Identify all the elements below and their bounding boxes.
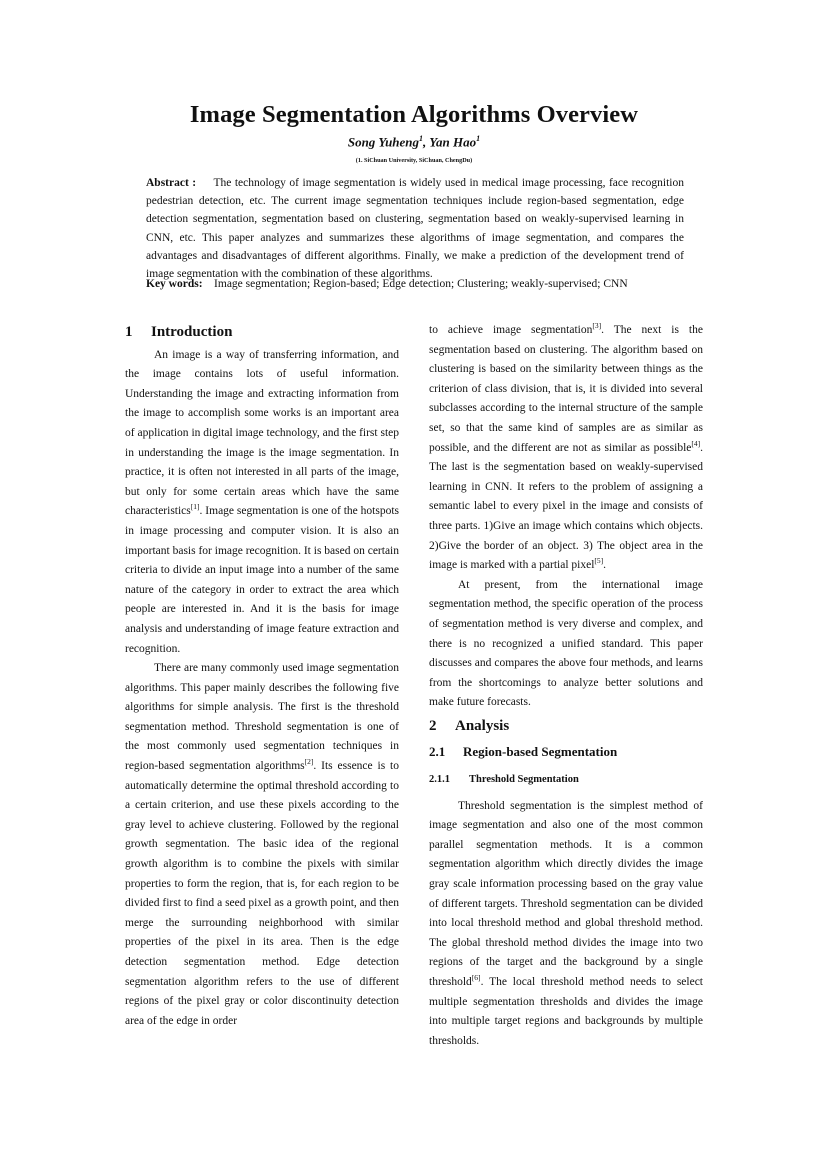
section-title: Analysis [455,717,510,734]
paragraph-text: . Its essence is to automatically determine the optimal threshold according to a certain criterion, and use these pixels according to the gray level to achieve clustering. Followed by the regional growth segmentation. The basic idea of the regional growth algorithm is to combine the pixels with similar properties to form the region, that is, for each region to be divided first to find a seed pixel as a growth point, and then merge the surrounding neighborhood with similar properties of the pixel in its area. Then is the edge detection segmentation method. Edge detection segmentation algorithm refers to the use of different regions of the pixel gray or color discontinuity detection area of the edge in order [125,760,400,1027]
citation: [3] [592,321,602,331]
citation: [5] [594,556,604,566]
citation: [4] [691,438,701,448]
author-name: Song Yuheng [347,134,420,150]
section-number: 2 [429,717,437,734]
left-column [125,323,399,1031]
paragraph-text: . Image segmentation is one of the hotspots in image processing and computer vision. It is also an important basis for image recognition. It is based on certain criteria to divide an input image into a number of the same nature of the category in order to extract the area which people are interested in. And it is the basis for image analysis and understanding of image feature extraction and recognition. [125,505,400,655]
paragraph-text: . The local threshold method needs to select multiple segmentation thresholds and divides the image into multiple target regions and backgrounds by multiple thresholds. [429,976,703,1047]
paragraph-text: Threshold segmentation is the simplest method of image segmentation and also one of the most common parallel segmentation methods. It is a common segmentation algorithm which directly divides the image gray scale information processing based on the gray value of different targets. Threshold segmentation can be divided into local threshold method and global threshold method. The global threshold method divides the image into two regions of the target and the background by a single threshold [429,799,703,988]
body-paragraph [429,576,703,713]
abstract [146,174,684,283]
author-name: Yan Hao [429,134,477,150]
keywords-label: Key words: [146,278,203,290]
section-number: 1 [125,324,133,340]
paragraph-text: . The last is the segmentation based on weakly-supervised learning in CNN. It refers to the problem of assigning a semantic label to every pixel in the image and consists of three parts. 1)Give an image which contains which objects. 2)Give the border of an object. 3) The object area in the image is marked with a partial pixel [429,441,703,572]
body-paragraph [429,321,703,576]
subsubsection-heading [429,770,703,790]
author-line [0,134,828,150]
citation: [2] [304,757,314,767]
subsection-title: Region-based Segmentation [463,744,618,760]
affiliation: (1. SiChuan University, SiChuan, ChengDu) [355,157,473,164]
paragraph-text: An image is a way of transferring information, and the image contains lots of useful information. Understanding the image and extracting information from the image to accomplish some works is an important area of application in digital image technology, and the first step in understanding the image is the image segmentation. In practice, it is often not interested in all parts of the image, but only for some certain areas which have the same characteristics [125,348,399,518]
paragraph-text: At present, from the international image segmentation method, the specific operation of the process of segmentation method is very diverse and complex, and there is no recognized a unified standard. This paper discusses and compares the above four methods, and learns from the shortcomings to analyze better solutions and make future forecasts. [429,578,703,709]
body-paragraph [125,659,399,1031]
subsection-number: 2.1 [429,744,446,760]
section-heading [125,323,399,343]
abstract-label: Abstract : [146,177,197,189]
keywords [146,275,706,293]
author-separator: , [423,134,430,150]
citation: [1] [190,502,200,512]
keywords-text: Image segmentation; Region-based; Edge detection; Clustering; weakly-supervised; CNN [214,278,628,290]
paragraph-text: . [603,559,607,572]
section-title: Introduction [151,324,233,340]
affiliation-marker: 1 [419,134,424,143]
body-paragraph [125,346,399,660]
right-column [429,321,703,1051]
paragraph-text: There are many commonly used image segmentation algorithms. This paper mainly describes the following five algorithms for simple analysis. The first is the threshold segmentation method. Threshold segmentation is one of the most commonly used segmentation techniques in region-based segmentation algorithms [125,662,399,773]
subsection-heading [429,742,703,762]
abstract-text: The technology of image segmentation is widely used in medical image processing, face recognition pedestrian detection, etc. The current image segmentation techniques include region-based segmentation, edge detection segmentation, segmentation based on clustering, segmentation based on weakly-supervised learning in CNN, etc. This paper analyzes and summarizes these algorithms of image segmentation, and compares the advantages and disadvantages of different algorithms. Finally, we make a prediction of the development trend of image segmentation with the combination of these algorithms. [146,177,684,281]
paper-title: Image Segmentation Algorithms Overview [189,101,639,128]
section-heading [429,717,703,737]
body-paragraph [429,797,703,1052]
paragraph-text: . The next is the segmentation based on clustering. The algorithm based on clustering is based on the similarity between things as the criterion of class division, that is, it is divided into several subclasses according to the internal structure of the sample set, so that the same kind of samples are as similar as possible, and the different are not as similar as possible [429,324,703,454]
affiliation-marker: 1 [476,134,481,143]
subsubsection-number: 2.1.1 [429,774,450,786]
paragraph-text: to achieve image segmentation [429,324,593,336]
citation: [6] [471,973,481,983]
subsubsection-title: Threshold Segmentation [469,774,579,786]
